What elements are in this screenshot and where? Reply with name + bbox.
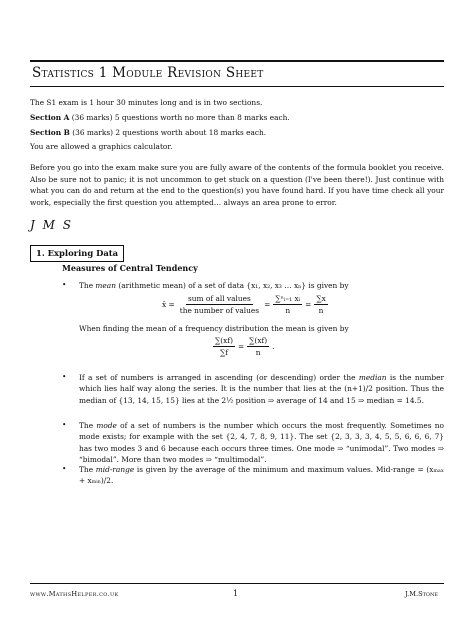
section-b-label: Section B [30,128,70,137]
frequency-mean-text: When finding the mean of a frequency distribution the mean is given by [79,324,349,333]
freq-fraction-1 [213,336,235,357]
mean-text-pre: The [79,281,96,290]
midrange-text-post: is given by the average of the minimum and maximum values. Mid-range = (xₘₐₓ + xₘᵢₙ)/2. [79,465,444,486]
section-a-text: (36 marks) 5 questions worth no more than 8 marks each. [71,113,290,122]
formula-period: . [272,342,275,351]
subheading-central-tendency: Measures of Central Tendency [62,263,198,273]
mean-formula-lhs: x̄ = [162,300,175,309]
page-number: 1 [233,589,239,598]
mean-text-post: (arithmetic mean) of a set of data {x₁, x₂, x₃ … xₙ} is given by [115,281,349,290]
fraction-denominator: the number of values [179,306,260,315]
page-title: Statistics 1 Module Revision Sheet [32,65,264,81]
mean-definition [79,280,444,291]
equals-sign: = [305,300,312,309]
mode-text-post: of a set of numbers is the number which occurs the most frequently. Sometimes no mode exists; for example with the set {2, 4, 7, 8, 9, 11}. The set {2, 3, 3, 3, 4, 5, 5, 6, 6, 6, 7} has two modes 3 and 6 because each occurs three times. One mode ⇒ “unimodal”. Two modes ⇒ “bimodal”. More than two modes ⇒ “multimodal”. [79,421,444,464]
bullet-icon: • [62,280,67,289]
fraction-numerator: ∑(xf) [249,336,268,345]
fraction-numerator: ∑x [316,294,326,303]
mode-text-pre: The [79,421,97,430]
exam-info: The S1 exam is 1 hour 30 minutes long and is in two sections. [30,98,263,107]
mean-fraction-words [178,294,261,315]
fraction-denominator: ∑f [219,348,228,357]
fraction-denominator: n [318,306,324,315]
section-heading-exploring-data: 1. Exploring Data [30,245,124,262]
equals-sign: = [237,342,245,351]
bullet-icon: • [62,464,67,473]
mean-term: mean [95,281,116,290]
calculator-info: You are allowed a graphics calculator. [30,142,173,151]
exam-advice-paragraph: Before you go into the exam make sure you are fully aware of the contents of the formula booklet you receive. Also be sure not to panic; it is not uncommon to get stuck on a question (I've been there!). Just continue with what you can do and return at the end to the question(s) you have found hard. If you have time check all your work, especially the first question you attempted… always an area prone to error. [30,163,444,207]
footer-rule [30,583,444,584]
midrange-definition [79,464,444,487]
title-underline-rule [30,86,444,87]
mean-fraction-short [314,294,327,315]
median-definition [79,372,444,406]
fraction-numerator: sum of all values [188,294,251,303]
fraction-numerator: ∑ⁿᵢ₌₁ xᵢ [275,294,301,303]
equals-sign: = [264,300,271,309]
section-b-text: (36 marks) 2 questions worth about 18 marks each. [72,128,267,137]
mean-formula [162,294,331,315]
median-text-pre: If a set of numbers is arranged in ascending (or descending) order the [79,373,359,382]
footer-website: www.MathsHelper.co.uk [30,590,119,598]
top-rule [30,60,444,62]
bullet-icon: • [62,372,67,381]
author-signature: J M S [30,218,73,232]
midrange-text-pre: The [79,465,96,474]
midrange-term: mid-range [95,465,135,474]
section-b-info [30,127,444,139]
fraction-denominator: n [285,306,291,315]
footer-author: J.M.Stone [405,590,439,598]
median-text-post: is the number which lies half way along the series. It is the number that lies at the (n+1)/2 position. Thus the median of {13, 14, 15, 15} lies at the 2½ position ⇒ average of 14 and 15 ⇒ median = 14.5. [79,373,444,405]
section-a-label: Section A [30,113,70,122]
mode-term: mode [96,421,117,430]
freq-fraction-2 [247,336,269,357]
fraction-denominator: n [255,348,261,357]
mode-definition [79,420,444,465]
frequency-mean-formula [210,336,274,357]
median-term: median [358,373,387,382]
section-a-info [30,112,444,124]
fraction-numerator: ∑(xf) [215,336,233,345]
mean-fraction-sigma [273,294,302,315]
bullet-icon: • [62,420,67,429]
